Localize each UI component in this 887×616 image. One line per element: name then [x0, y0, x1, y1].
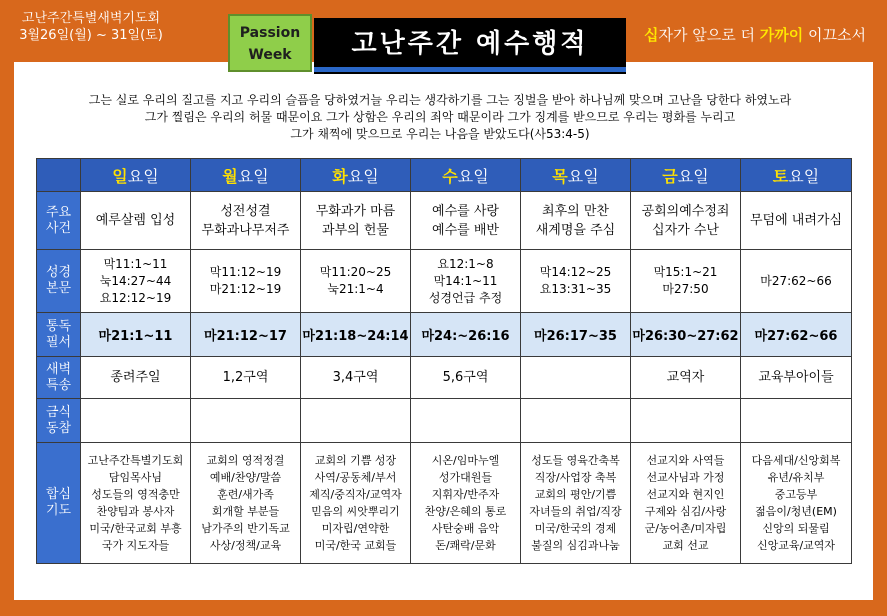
verse-line: 그가 채찍에 맞으므로 우리는 나음을 받았도다(사53:4-5) — [290, 127, 590, 141]
reading-cell — [411, 313, 521, 357]
day-header — [411, 159, 521, 192]
events-line: 무화과가 마름 — [315, 203, 396, 219]
day-header — [191, 159, 301, 192]
row-label-dawn — [37, 357, 81, 399]
reading-text: 마27:62~66 — [754, 329, 838, 344]
day-header — [521, 159, 631, 192]
reading-cell — [191, 313, 301, 357]
prayer-line: 고난주간특별기도회 — [87, 454, 184, 467]
prayer-line: 유년/유치부 — [767, 471, 825, 484]
events-line: 무덤에 내려가심 — [749, 213, 843, 228]
day-char: 일 — [112, 166, 128, 186]
fasting-cell — [301, 399, 411, 443]
dawn-text: 1,2구역 — [222, 370, 269, 385]
prayer-line: 사탄숭배 음악 — [431, 522, 500, 535]
day-char: 금 — [662, 166, 678, 186]
prayer-line: 찬양/은혜의 통로 — [424, 505, 507, 518]
scripture-verse — [40, 92, 840, 143]
scripture-line: 막14:12~25 — [539, 265, 612, 279]
badge-line2: Week — [248, 47, 292, 63]
day-suffix: 요일 — [567, 166, 599, 186]
prayer-line: 교회의 기쁨 성장 — [314, 454, 397, 467]
row-label-text: 필서 — [45, 334, 72, 350]
events-line: 최후의 만찬 — [542, 203, 609, 219]
title-underline — [314, 67, 626, 72]
events-cell — [631, 192, 741, 250]
verse-line: 그는 실로 우리의 질고를 지고 우리의 슬픔을 당하였거늘 우리는 생각하기를 그는 징벌을 받아 하나님께 맞으며 고난을 당한다 하였노라 — [88, 93, 792, 107]
day-char: 화 — [332, 166, 348, 186]
day-header — [301, 159, 411, 192]
day-suffix: 요일 — [788, 166, 820, 186]
prayer-line: 미국/한국의 경제 — [534, 522, 617, 535]
prayer-line: 미자립/연약한 — [321, 522, 390, 535]
reading-text: 마26:17~35 — [534, 329, 617, 344]
day-header — [631, 159, 741, 192]
dawn-text: 교역자 — [666, 370, 705, 385]
scripture-line: 마21:12~19 — [209, 282, 282, 296]
day-char: 목 — [552, 166, 568, 186]
reading-cell — [521, 313, 631, 357]
dawn-cell — [521, 357, 631, 399]
event-dates: 3월26일(월) ~ 31일(토) — [19, 28, 163, 43]
scripture-line: 눅21:1~4 — [327, 282, 384, 296]
events-line: 십자가 수난 — [652, 222, 719, 238]
slogan-highlight1: 십 — [644, 26, 659, 44]
reading-text: 마21:1~11 — [98, 329, 173, 344]
scripture-line: 성경언급 추정 — [428, 290, 503, 305]
prayer-line: 선교사님과 가정 — [646, 471, 725, 484]
scripture-cell — [741, 250, 852, 313]
row-reading — [37, 313, 852, 357]
row-label-fasting — [37, 399, 81, 443]
row-label-text: 본문 — [45, 281, 72, 296]
prayer-line: 사역/공동체/부서 — [314, 471, 397, 484]
prayer-line: 직장/사업장 축복 — [534, 471, 617, 484]
prayer-cell — [81, 443, 191, 564]
events-cell — [301, 192, 411, 250]
scripture-line: 막11:20~25 — [319, 265, 392, 279]
scripture-cell — [81, 250, 191, 313]
day-char: 토 — [772, 166, 789, 186]
row-label-text: 동참 — [45, 420, 72, 436]
scripture-cell — [191, 250, 301, 313]
row-scripture — [37, 250, 852, 313]
day-suffix: 요일 — [237, 166, 269, 186]
day-suffix: 요일 — [457, 166, 489, 186]
events-cell — [521, 192, 631, 250]
slogan — [644, 24, 866, 45]
day-header — [741, 159, 852, 192]
events-cell — [741, 192, 852, 250]
prayer-line: 교회의 영적정결 — [206, 454, 285, 467]
prayer-line: 회개할 부분들 — [211, 505, 280, 518]
prayer-line: 선교지와 사역들 — [646, 454, 725, 467]
row-label-text: 주요 — [45, 204, 72, 220]
events-line: 예루살렘 입성 — [95, 213, 176, 228]
prayer-line: 훈련/새가족 — [217, 488, 274, 501]
prayer-cell — [191, 443, 301, 564]
row-label-events — [37, 192, 81, 250]
prayer-line: 남가주의 반기독교 — [201, 522, 290, 535]
passion-week-badge — [228, 14, 312, 72]
reading-text: 마21:12~17 — [204, 329, 287, 344]
reading-text: 마26:30~27:62 — [632, 329, 739, 344]
prayer-cell — [521, 443, 631, 564]
row-label-scripture — [37, 250, 81, 313]
reading-text: 마21:18~24:14 — [302, 329, 409, 344]
prayer-line: 믿음의 씨앗뿌리기 — [311, 505, 400, 518]
dawn-cell — [191, 357, 301, 399]
prayer-line: 불질의 심김과나눔 — [531, 539, 620, 552]
prayer-line: 담임목사님 — [108, 471, 163, 484]
event-header — [6, 10, 176, 44]
events-cell — [411, 192, 521, 250]
events-line: 무화과나무저주 — [201, 222, 290, 238]
prayer-line: 시온/임마누엘 — [431, 454, 500, 467]
dawn-cell — [741, 357, 852, 399]
day-header-row — [37, 159, 852, 192]
row-label-text: 합심 — [45, 487, 72, 502]
badge-line1: Passion — [239, 25, 301, 41]
slogan-part1: 자가 앞으로 더 — [658, 26, 755, 44]
prayer-line: 지휘자/반주자 — [431, 488, 500, 501]
dawn-cell — [81, 357, 191, 399]
events-line: 성전성결 — [220, 203, 271, 219]
day-header — [81, 159, 191, 192]
scripture-line: 막14:1~11 — [433, 273, 498, 288]
events-line: 예수를 배반 — [432, 222, 499, 238]
prayer-line: 신앙교육/교역자 — [756, 539, 836, 552]
day-char: 월 — [222, 166, 238, 186]
prayer-cell — [411, 443, 521, 564]
prayer-line: 제직/중직자/교역자 — [309, 488, 402, 501]
fasting-cell — [631, 399, 741, 443]
reading-cell — [631, 313, 741, 357]
row-events — [37, 192, 852, 250]
dawn-cell — [301, 357, 411, 399]
scripture-line: 요12:12~19 — [99, 290, 172, 305]
prayer-line: 선교지와 현지인 — [646, 488, 725, 501]
prayer-line: 사상/정책/교육 — [209, 539, 282, 552]
scripture-line: 요13:31~35 — [539, 282, 612, 296]
row-label-text: 새벽 — [45, 361, 72, 377]
prayer-line: 미국/한국 교회들 — [314, 539, 397, 552]
events-line: 새계명을 주심 — [535, 222, 616, 238]
day-suffix: 요일 — [127, 166, 159, 186]
row-label-prayer — [37, 443, 81, 564]
reading-text: 마24:~26:16 — [421, 329, 510, 344]
prayer-line: 교회의 평안/기쁨 — [534, 488, 617, 501]
prayer-line: 돈/쾌락/문화 — [435, 539, 496, 552]
reading-cell — [81, 313, 191, 357]
dawn-cell — [411, 357, 521, 399]
row-label-text: 사건 — [45, 220, 72, 236]
fasting-cell — [81, 399, 191, 443]
dawn-text: 3,4구역 — [332, 370, 379, 385]
day-suffix: 요일 — [677, 166, 709, 186]
row-label-text: 통독 — [45, 318, 72, 334]
fasting-cell — [521, 399, 631, 443]
fasting-cell — [191, 399, 301, 443]
prayer-line: 구제와 심김/사랑 — [644, 505, 727, 518]
day-char: 수 — [442, 166, 458, 186]
events-line: 예수를 사랑 — [432, 203, 499, 219]
dawn-text: 종려주일 — [110, 370, 161, 385]
events-line: 과부의 헌물 — [322, 222, 389, 238]
scripture-cell — [301, 250, 411, 313]
main-title-box — [314, 18, 626, 74]
fasting-cell — [411, 399, 521, 443]
scripture-line: 요12:1~8 — [437, 256, 494, 271]
row-label-text: 금식 — [45, 404, 72, 420]
scripture-line: 마27:62~66 — [760, 273, 832, 288]
events-cell — [191, 192, 301, 250]
reading-cell — [741, 313, 852, 357]
verse-line: 그가 찔림은 우리의 허물 때문이요 그가 상함은 우리의 죄악 때문이라 그가 징계를 받으므로 우리는 평화를 누리고 — [144, 110, 736, 124]
corner-cell — [37, 159, 81, 192]
day-suffix: 요일 — [347, 166, 379, 186]
prayer-line: 미국/한국교회 부흥 — [89, 522, 182, 535]
reading-cell — [301, 313, 411, 357]
prayer-line: 젊음이/청년(EM) — [755, 505, 837, 518]
row-label-text: 특송 — [45, 377, 72, 393]
schedule-table — [36, 158, 852, 564]
prayer-line: 군/농어촌/미자립 — [644, 522, 727, 535]
prayer-cell — [741, 443, 852, 564]
scripture-line: 막11:1~11 — [103, 256, 168, 271]
slogan-highlight2: 가까이 — [759, 26, 804, 44]
prayer-line: 다음세대/신앙회복 — [751, 454, 841, 467]
scripture-cell — [411, 250, 521, 313]
prayer-line: 성도들의 영적충만 — [91, 488, 180, 501]
row-label-text: 기도 — [45, 503, 72, 518]
scripture-cell — [521, 250, 631, 313]
prayer-line: 신앙의 되물림 — [762, 522, 830, 535]
row-prayer — [37, 443, 852, 564]
prayer-line: 예배/찬양/말씀 — [209, 471, 282, 484]
events-cell — [81, 192, 191, 250]
scripture-cell — [631, 250, 741, 313]
row-label-text: 성경 — [45, 265, 72, 280]
dawn-cell — [631, 357, 741, 399]
scripture-line: 막15:1~21 — [653, 265, 718, 279]
scripture-line: 눅14:27~44 — [99, 273, 172, 288]
event-title: 고난주간특별새벽기도회 — [21, 11, 161, 26]
prayer-line: 성가대원들 — [438, 471, 493, 484]
prayer-line: 성도들 영육간축복 — [531, 454, 620, 467]
row-dawn — [37, 357, 852, 399]
prayer-line: 교회 선교 — [662, 539, 709, 552]
prayer-line: 국가 지도자들 — [101, 539, 170, 552]
prayer-cell — [631, 443, 741, 564]
row-fasting — [37, 399, 852, 443]
dawn-text: 교육부아이들 — [758, 370, 834, 385]
scripture-line: 마27:50 — [662, 282, 709, 296]
slogan-part2: 이끄소서 — [808, 26, 866, 44]
prayer-line: 찬양팀과 봉사자 — [96, 505, 175, 518]
main-title: 고난주간 예수행적 — [351, 29, 589, 59]
fasting-cell — [741, 399, 852, 443]
prayer-cell — [301, 443, 411, 564]
prayer-line: 중고등부 — [774, 488, 818, 501]
row-label-reading — [37, 313, 81, 357]
prayer-line: 자녀들의 취업/직장 — [529, 505, 622, 518]
scripture-line: 막11:12~19 — [209, 265, 282, 279]
events-line: 공회의예수정죄 — [641, 203, 730, 219]
dawn-text: 5,6구역 — [442, 370, 489, 385]
